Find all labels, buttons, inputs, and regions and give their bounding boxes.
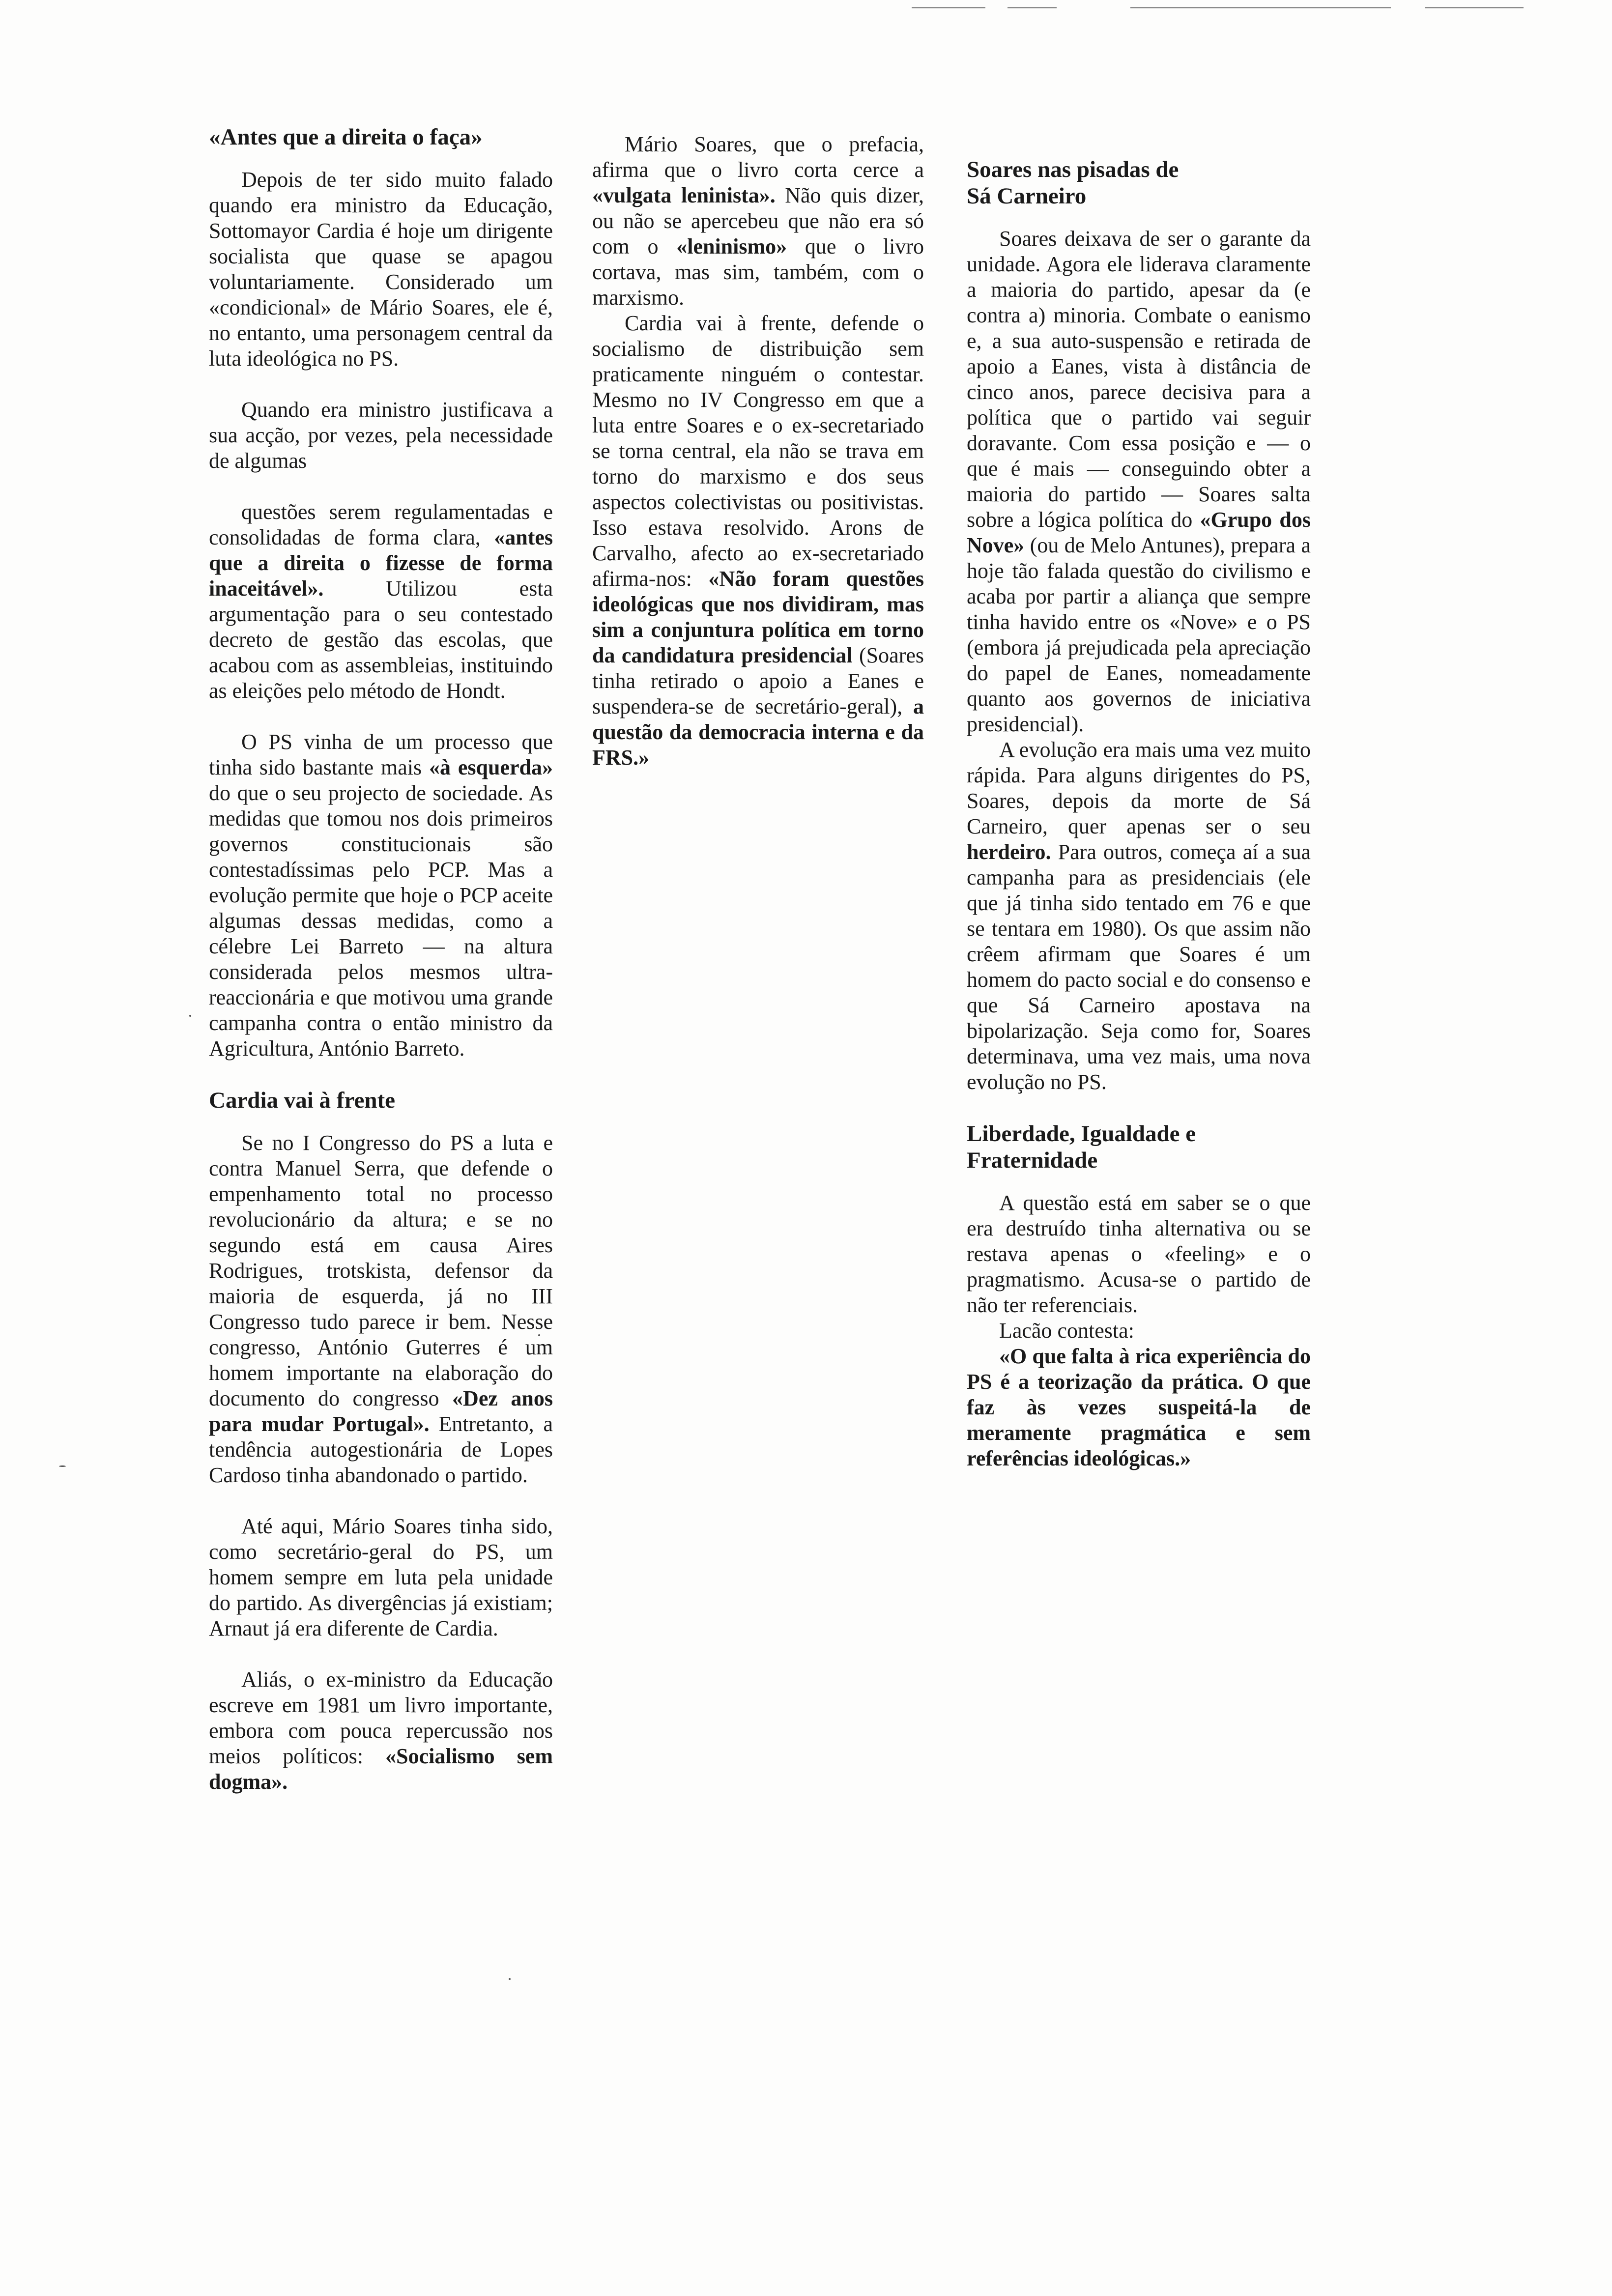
paragraph: Mário Soares, que o prefacia, afirma que o livro corta cerce a «vulgata leninista». Não quis dizer, ou não se apercebeu que não era só com o «leninismo» que o livro cortava, mas sim, também, com o marxismo.	[592, 132, 924, 310]
subheading-soares-nas-pisadas: Soares nas pisadas de Sá Carneiro	[967, 157, 1179, 209]
inline-quote: «Socialismo sem dogma».	[209, 1744, 553, 1794]
paragraph	[967, 1344, 1311, 1471]
paragraph: Quando era ministro justificava a sua acção, por vezes, pela necessidade de algumas	[209, 398, 553, 473]
inline-quote: «vulgata leninista».	[592, 183, 776, 207]
paragraph: O PS vinha de um processo que tinha sido bastante mais «à esquerda» do que o seu projecto de sociedade. As medidas que tomou nos dois primeiros governos constitucionais são contestadíssimas pelo PCP. Mas a evolução permite que hoje o PCP aceite algumas dessas medidas, como a célebre Lei Barreto — na altura considerada pelos mesmos ultra-reaccionária e que motivou uma grande campanha contra o então ministro da Agricultura, António Barreto.	[209, 730, 553, 1061]
inline-quote: «Não foram questões ideológicas que nos dividiram, mas sim a conjuntura política em torno da candidatura presidencial	[592, 567, 924, 667]
paragraph: Se no I Congresso do PS a luta e contra Manuel Serra, que defende o empenhamento total no processo revolucionário da altura; e se no segundo está em causa Aires Rodrigues, trotskista, defensor da maioria de esquerda, já no III Congresso tudo parece ir bem. Nesse congresso, António Guterres é um homem importante na elaboração do documento do congresso «Dez anos para mudar Portugal». Entretanto, a tendência autogestionária de Lopes Cardoso tinha abandonado o partido.	[209, 1131, 553, 1487]
article-column-2	[592, 132, 924, 771]
paragraph: A questão está em saber se o que era destruído tinha alternativa ou se restava apenas o «feeling» e o pragmatismo. Acusa-se o partido de não ter referenciais.	[967, 1191, 1311, 1317]
print-speck	[189, 1015, 191, 1017]
print-speck	[59, 1465, 66, 1467]
subheading-liberdade-igualdade: Liberdade, Igualdade e Fraternidade	[967, 1121, 1196, 1173]
inline-bold: herdeiro.	[967, 840, 1051, 864]
paragraph: Cardia vai à frente, defende o socialismo de distribuição sem praticamente ninguém o contestar. Mesmo no IV Congresso em que a luta entre Soares e o ex-secretariado se torna central, ela não se trava em torno do marxismo e dos seus aspectos colectivistas ou positivistas. Isso estava resolvido. Arons de Carvalho, afecto ao ex-secretariado afirma-nos: «Não foram questões ideológicas que nos dividiram, mas sim a conjuntura política em torno da candidatura presidencial (Soares tinha retirado o apoio a Eanes e suspendera-se de secretário-geral), a questão da democracia interna e da FRS.»	[592, 311, 924, 770]
inline-quote: «antes que a direita o fizesse de forma inaceitável».	[209, 525, 553, 601]
article-column-1	[209, 124, 553, 1795]
paragraph: A evolução era mais uma vez muito rápida. Para alguns dirigentes do PS, Soares, depois da morte de Sá Carneiro, quer apenas ser o seu herdeiro. Para outros, começa aí a sua campanha para as presidenciais (ele que já tinha sido tentado em 76 e que se tentara em 1980). Os que assim não crêem afirmam que Soares é um homem do pacto social e do consenso e que Sá Carneiro apostava na bipolarização. Seja como for, Soares determinava, uma vez mais, uma nova evolução no PS.	[967, 738, 1311, 1094]
subheading-antes-que-a-direita: «Antes que a direita o faça»	[209, 124, 483, 150]
paragraph: Lacão contesta:	[999, 1319, 1134, 1343]
top-rule-3	[1130, 7, 1391, 8]
inline-quote: «à esquerda»	[429, 755, 553, 779]
top-rule-1	[912, 7, 985, 8]
subheading-cardia-vai-a-frente: Cardia vai à frente	[209, 1088, 395, 1113]
paragraph: questões serem regulamentadas e consolidadas de forma clara, «antes que a direita o fizesse de forma inaceitável». Utilizou esta argumentação para o seu contestado decreto de gestão das escolas, que acabou com as assembleias, instituindo as eleições pelo método de Hondt.	[209, 500, 553, 703]
paragraph: Aliás, o ex-ministro da Educação escreve em 1981 um livro importante, embora com pouca repercussão nos meios políticos: «Socialismo sem dogma».	[209, 1667, 553, 1794]
inline-quote: a questão da democracia interna e da FRS.»	[592, 694, 924, 770]
print-speck	[509, 1978, 511, 1980]
inline-quote: «Dez anos para mudar Portugal».	[209, 1386, 553, 1436]
inline-quote: «O que falta à rica experiência do PS é a teorização da prática. O que faz às vezes suspeitá-la de meramente pragmática e sem referências ideológicas.»	[967, 1344, 1311, 1470]
paragraph: Depois de ter sido muito falado quando era ministro da Educação, Sottomayor Cardia é hoje um dirigente socialista que quase se apagou voluntariamente. Considerado um «condicional» de Mário Soares, ele é, no entanto, uma personagem central da luta ideológica no PS.	[209, 168, 553, 371]
paragraph: Soares deixava de ser o garante da unidade. Agora ele liderava claramente a maioria do partido, apesar da (e contra a) minoria. Combate o eanismo e, a sua auto-suspensão e retirada de apoio a Eanes, vista à distância de cinco anos, parece decisiva para a política que o partido vai seguir doravante. Com essa posição e — o que é mais — conseguindo obter a maioria do partido — Soares salta sobre a lógica política do «Grupo dos Nove» (ou de Melo Antunes), prepara a hoje tão falada questão do civilismo e acaba por partir a aliança que sempre tinha havido entre os «Nove» e o PS (embora já prejudicada pela apreciação do papel de Eanes, nomeadamente quanto aos governos de iniciativa presidencial).	[967, 227, 1311, 736]
top-rule-4	[1425, 7, 1524, 8]
inline-quote: «Grupo dos Nove»	[967, 508, 1311, 557]
paragraph: Até aqui, Mário Soares tinha sido, como secretário-geral do PS, um homem sempre em luta pela unidade do partido. As divergências já existiam; Arnaut já era diferente de Cardia.	[209, 1514, 553, 1640]
top-rule-2	[1008, 7, 1057, 8]
article-column-3	[967, 156, 1311, 1471]
inline-quote: «leninismo»	[676, 234, 787, 258]
